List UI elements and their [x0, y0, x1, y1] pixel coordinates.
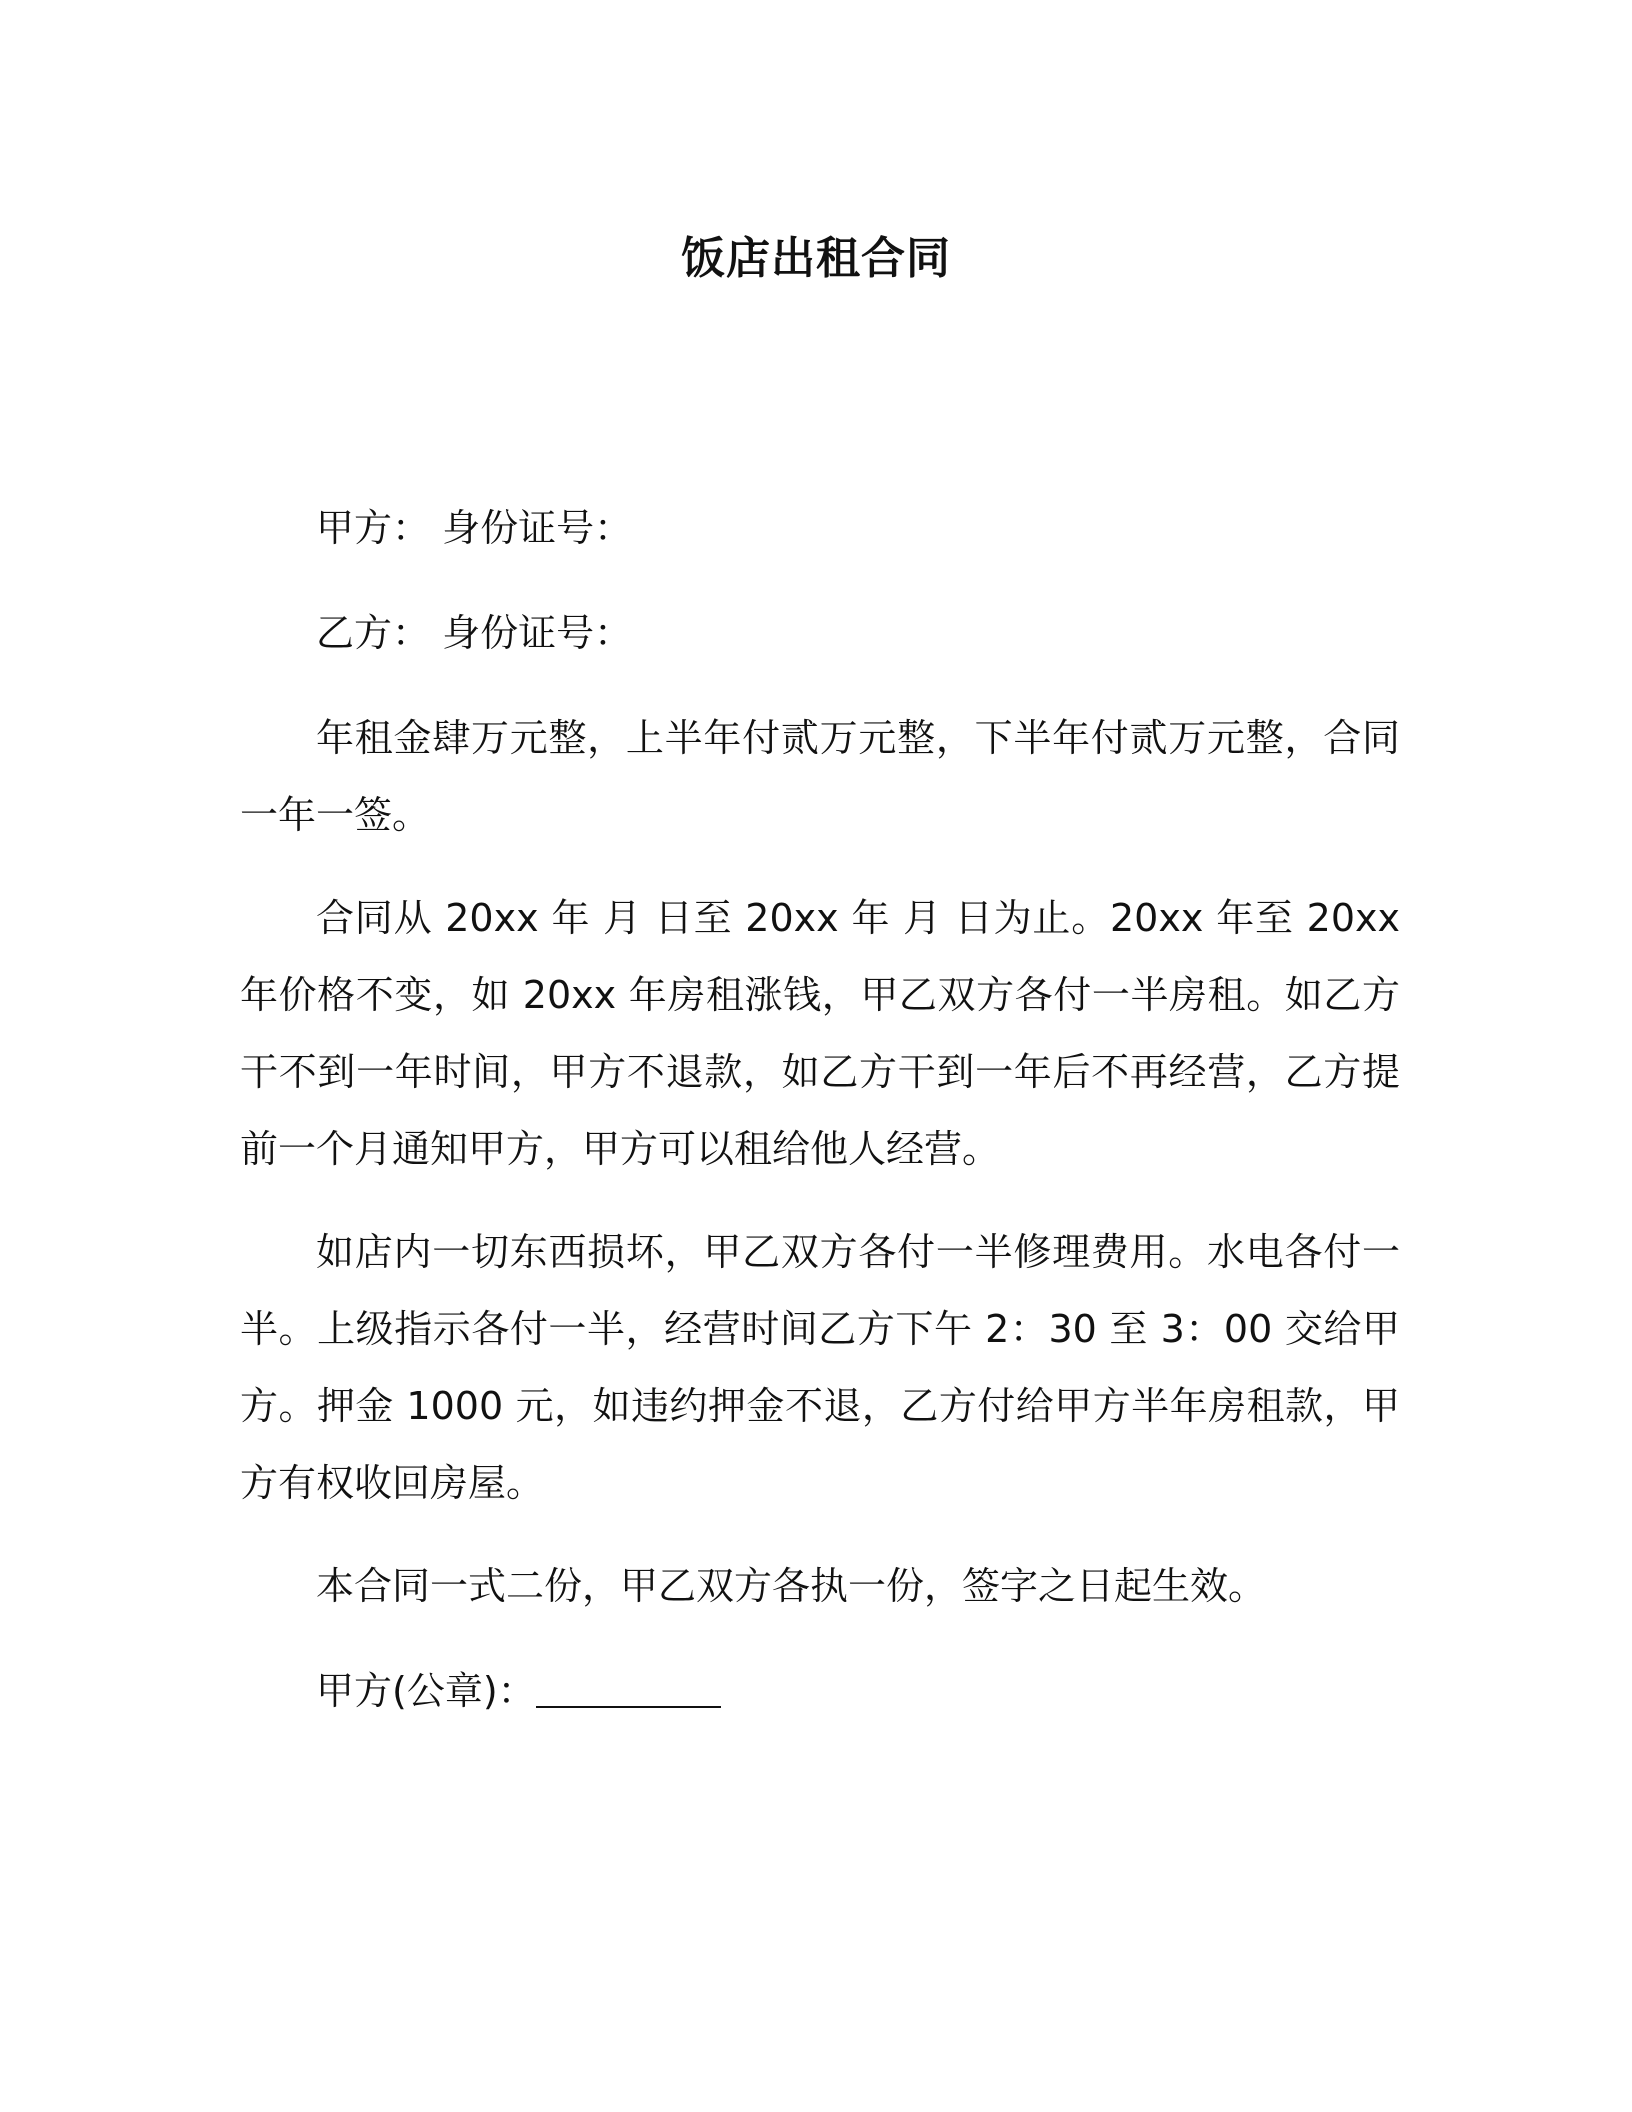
document-body: [240, 490, 1400, 1758]
signature-line: [240, 1653, 1400, 1730]
signature-label: 甲方(公章)：: [316, 1669, 536, 1713]
paragraph-rent: 年租金肆万元整，上半年付贰万元整，下半年付贰万元整，合同一年一签。: [240, 716, 1400, 837]
document-title: 饭店出租合同: [681, 233, 951, 284]
paragraph-term: 合同从 20xx 年 月 日至 20xx 年 月 日为止。20xx 年至 20xx 年价格不变，如 20xx 年房租涨钱，甲乙双方各付一半房租。如乙方干不到一年时间，甲方不退款，如乙方干到一年后不再经营，乙方提前一个月通知甲方，甲方可以租给他人经营。: [240, 896, 1400, 1171]
signature-blank: [536, 1672, 721, 1708]
party-b-line: 乙方： 身份证号：: [316, 611, 633, 655]
paragraph-repairs: 如店内一切东西损坏，甲乙双方各付一半修理费用。水电各付一半。上级指示各付一半，经营时间乙方下午 2：30 至 3：00 交给甲方。押金 1000 元，如违约押金不退，乙方付给甲方半年房租款，甲方有权收回房屋。: [240, 1230, 1400, 1505]
paragraph-copies: 本合同一式二份，甲乙双方各执一份，签字之日起生效。: [316, 1564, 1267, 1608]
party-a-line: 甲方： 身份证号：: [316, 506, 633, 550]
